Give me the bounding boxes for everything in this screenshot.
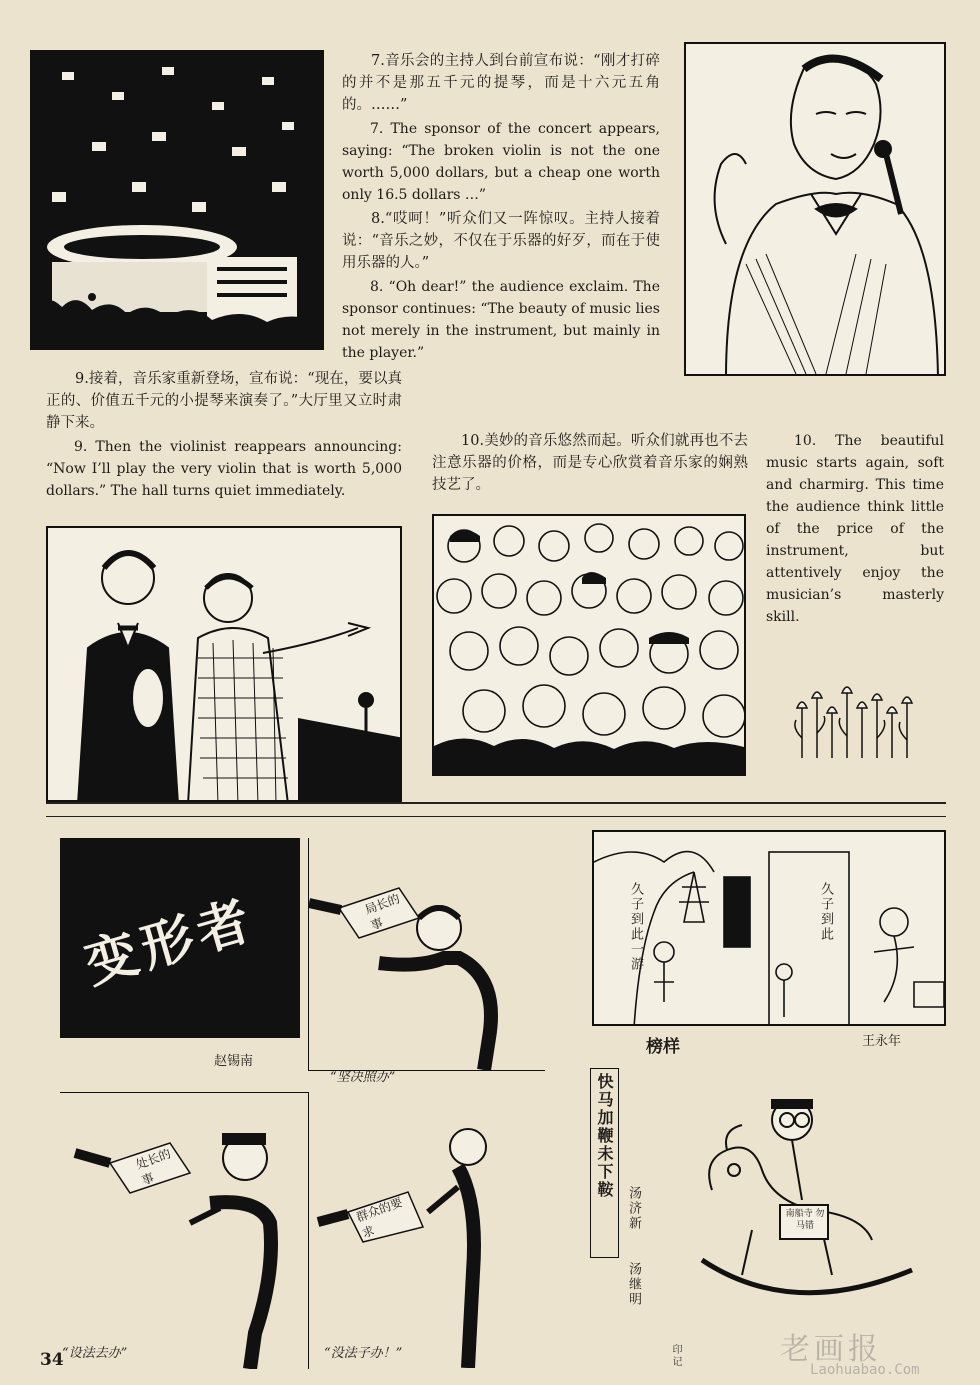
- tulips-decoration: [792, 678, 922, 760]
- example-comic-panel: [592, 830, 946, 1026]
- audience-illustration: [432, 514, 746, 776]
- comic-panel-4-note: 处长的事: [134, 1146, 173, 1188]
- sponsor-portrait-illustration: [684, 42, 946, 376]
- comic-panel-4-caption: “设法去办”: [62, 1346, 128, 1361]
- story-text-10-english: [766, 430, 944, 630]
- comic-transformer: [52, 834, 544, 1368]
- violinist-and-host-illustration: [46, 526, 402, 802]
- paragraph-9-english: 9. Then the violinist reappears announcing: “Now I’ll play the very violin that is worth 5,000 dollars.” The hall turns quiet immediately.: [46, 439, 402, 499]
- comic-panel-5-caption: “没法子办！”: [324, 1346, 403, 1361]
- paragraph-10-chinese: 10.美妙的音乐悠然而起。听众们就再也不去注意乐器的价格，而是专心欣赏着音乐家的娴熟技艺了。: [432, 433, 748, 493]
- watermark-logo: 老画报: [780, 1332, 882, 1367]
- comic-author: 赵锡南: [214, 1054, 254, 1069]
- paragraph-7-chinese: 7.音乐会的主持人到台前宣布说：“刚才打碎的并不是那五千元的提琴，而是十六元五角的。……”: [342, 53, 660, 113]
- rocking-horse-saddle-label: 南船寺 勿马错: [785, 1209, 825, 1231]
- rocking-horse-comic-title: 快马加鞭未下鞍: [590, 1068, 619, 1258]
- comic-panel-3-caption: “坚决照办”: [330, 1070, 396, 1085]
- comic-panel-5-note: 群众的要求: [354, 1195, 405, 1241]
- story-text-9: [46, 368, 402, 504]
- comic-title-panel: [60, 838, 300, 1038]
- comic-title: 变形者: [78, 889, 263, 996]
- rocking-horse-comic-seal: 印记: [670, 1344, 681, 1368]
- story-text-10-chinese: [432, 430, 748, 498]
- comic-panel-2: [308, 838, 545, 1071]
- page-number: 34: [40, 1350, 64, 1370]
- paragraph-8-chinese: 8.“哎呵！”听众们又一阵惊叹。主持人接着说：“音乐之妙，不仅在于乐器的好歹，而在于使用乐器的人。”: [342, 211, 660, 271]
- section-divider: [46, 802, 946, 804]
- comic-panel-2-note: 局长的事: [363, 891, 402, 933]
- section-divider-thin: [46, 816, 946, 817]
- watermark-url: Laohuabao.Com: [810, 1362, 920, 1378]
- comic-panel-5: [308, 1092, 544, 1368]
- paragraph-7-english: 7. The sponsor of the concert appears, saying: “The broken violin is not the one worth 5,000 dollars, but a cheap one worth only 16.5 dollars …”: [342, 121, 660, 203]
- paragraph-8-english: 8. “Oh dear!” the audience exclaim. The sponsor continues: “The beauty of music lies not merely in the instrument, but mainly in the player.”: [342, 279, 660, 361]
- concert-hall-illustration: [30, 50, 324, 350]
- rocking-horse-illustration: [672, 1080, 922, 1312]
- story-text-7-8: [342, 50, 660, 366]
- comic-panel-4: [60, 1092, 309, 1369]
- paragraph-10-english: 10. The beautiful music starts again, soft and charmirg. This time the audience think little of the price of the instrument, but attentively enjoy the musician’s masterly skill.: [766, 433, 944, 625]
- example-comic-author: 王永年: [862, 1034, 902, 1049]
- example-comic-title: 榜样: [646, 1037, 680, 1057]
- rocking-horse-comic-author-2: 汤继明: [626, 1262, 641, 1307]
- rocking-horse-comic-author-1: 汤济新: [626, 1186, 641, 1231]
- example-comic-sign-2: 久子到此: [818, 882, 833, 942]
- paragraph-9-chinese: 9.接着，音乐家重新登场，宣布说：“现在，要以真正的、价值五千元的小提琴来演奏了。”大厅里又立时肃静下来。: [46, 371, 402, 431]
- example-comic-sign-1: 久子到此一游: [628, 882, 643, 972]
